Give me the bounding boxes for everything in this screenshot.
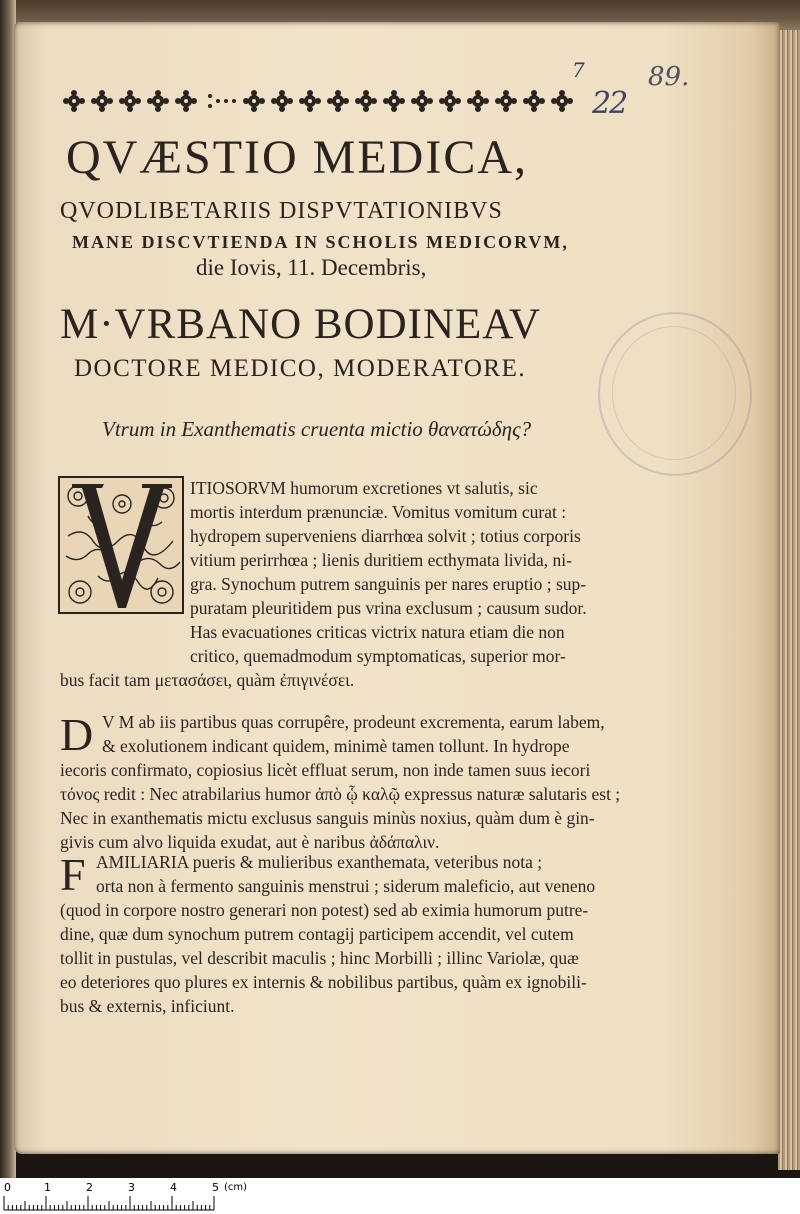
ruler-label: 4 <box>170 1181 177 1194</box>
paragraph-3-indented <box>96 850 595 898</box>
ruler-label: 3 <box>128 1181 135 1194</box>
title-line-2: QVODLIBETARIIS DISPVTATIONIBVS <box>60 198 503 224</box>
paragraph-2-body <box>60 758 620 854</box>
moderator-name: M·VRBANO BODINEAV <box>60 301 541 348</box>
text-line: puratam pleuritidem pus vrina exclusum ; causum sudor. <box>190 598 587 618</box>
text-line: τόνος redit : Nec atrabilarius humor ἀπὸ ᾧ καλῷ expressus naturæ salutaris est ; <box>60 784 621 804</box>
text-line: vitium perirrhœa ; lienis duritiem ecthymata livida, ni- <box>190 550 572 570</box>
text-line: eo deteriores quo plures ex internis & nobilibus partibus, quàm ex ignobili- <box>60 972 587 992</box>
drop-cap-f: F <box>60 849 86 900</box>
ruler-unit-label: (cm) <box>224 1182 248 1193</box>
text-line: Has evacuationes criticas victrix natura etiam die non <box>190 622 565 642</box>
text-line: iecoris confirmato, copiosius licèt effluat serum, non inde tamen suus iecori <box>60 760 591 780</box>
text-line: (quod in corpore nostro generari non potest) sed ab eximia humorum putre- <box>60 900 589 920</box>
text-line: tollit in pustulas, vel describit maculis ; hinc Morbilli ; illinc Variolæ, quæ <box>60 948 579 968</box>
ruler-label: 1 <box>44 1181 51 1194</box>
text-line: AMILIARIA pueris & mulieribus exanthemata, veteribus nota ; <box>96 852 543 872</box>
text-line: ITIOSORVM humorum excretiones vt salutis, sic <box>190 478 538 498</box>
decorated-initial-v-icon <box>58 476 184 614</box>
ornament-band-icon <box>60 86 585 116</box>
text-line: gra. Synochum putrem sanguinis per nares eruptio ; sup- <box>190 574 587 594</box>
handwritten-folio: 89. <box>648 62 690 92</box>
drop-cap-d: D <box>60 709 94 760</box>
ruler-ticks-icon <box>0 1194 220 1212</box>
text-line: dine, quæ dum synochum putrem contagij participem accendit, vel cutem <box>60 924 574 944</box>
text-line: bus & externis, inficiunt. <box>60 996 235 1016</box>
moderator-title: DOCTORE MEDICO, MODERATORE. <box>74 355 527 382</box>
text-line: givis cum alvo liquida exudat, aut è naribus ἀδάπαλιν. <box>60 832 440 852</box>
handwritten-number: 22 <box>592 86 627 121</box>
paragraph-1-line-8: critico, quemadmodum symptomaticas, superior mor- <box>190 646 566 666</box>
text-line: Nec in exanthematis mictu exclusus sanguis minùs noxius, quàm dum è gin- <box>60 808 595 828</box>
paragraph-2-indented <box>102 710 605 758</box>
ruler-label: 5 <box>212 1181 219 1194</box>
text-line: V M ab iis partibus quas corrupêre, prodeunt excrementa, earum labem, <box>102 712 605 732</box>
text-line: & exolutionem indicant quidem, minimè tamen tollunt. In hydrope <box>102 736 570 756</box>
title-line-3: MANE DISCVTIENDA IN SCHOLIS MEDICORVM, <box>72 232 569 252</box>
date-line: die Iovis, 11. Decembris, <box>196 255 427 280</box>
scale-ruler <box>0 1178 800 1214</box>
thesis-question: Vtrum in Exanthematis cruenta mictio θανατώδης? <box>102 417 532 441</box>
page-edges-right <box>778 30 800 1170</box>
paragraph-1-indented <box>190 476 587 644</box>
ruler-label: 0 <box>4 1181 11 1194</box>
main-title: QVÆSTIO MEDICA, <box>66 131 528 184</box>
text-line: hydropem superveniens diarrhœa solvit ; totius corporis <box>190 526 581 546</box>
text-line: mortis interdum prænunciæ. Vomitus vomitum curat : <box>190 502 567 522</box>
ruler-label: 2 <box>86 1181 93 1194</box>
faded-library-stamp-inner <box>612 326 736 460</box>
paragraph-3-body <box>60 898 588 1018</box>
handwritten-folio-small: 7 <box>572 58 585 82</box>
text-line: orta non à fermento sanguinis menstrui ; siderum maleficio, aut veneno <box>96 876 596 896</box>
paragraph-1-last-line: bus facit tam μετασάσει, quàm ἐπιγινέσει. <box>60 670 355 690</box>
